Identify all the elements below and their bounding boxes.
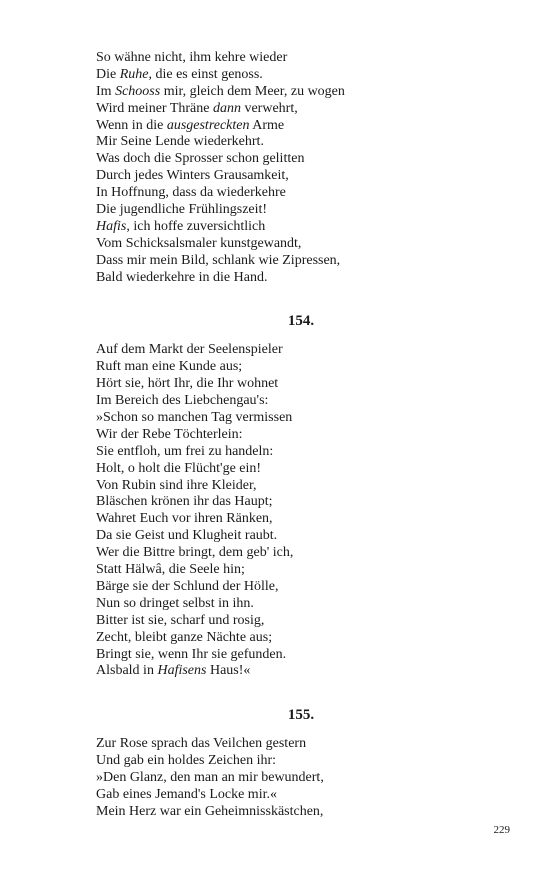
verse-line — [96, 236, 426, 253]
verse-line — [96, 613, 426, 630]
verse-text: Auf dem Markt der Seelenspieler — [96, 342, 283, 358]
verse-line — [96, 579, 426, 596]
italic-text: Schooss — [115, 83, 161, 99]
verse-text: Hört sie, hört Ihr, die Ihr wohnet — [96, 376, 279, 392]
page-body — [96, 50, 426, 821]
verse-text: »Schon so manchen Tag vermissen — [96, 410, 293, 426]
poem-number-154: 154. — [287, 313, 315, 330]
verse-text: Was doch die Sprosser schon gelitten — [96, 151, 305, 167]
verse-text: Wahret Euch vor ihren Ränken, — [96, 511, 273, 527]
page-number: 229 — [493, 824, 510, 836]
verse-text: Dass mir mein Bild, schlank wie Zipressen, — [96, 252, 341, 268]
verse-text: Durch jedes Winters Grausamkeit, — [96, 168, 289, 184]
verse-text: Von Rubin sind ihre Kleider, — [96, 477, 257, 493]
italic-text: dann — [212, 100, 241, 116]
verse-text: »Den Glanz, den man an mir bewundert, — [96, 770, 324, 786]
verse-line — [96, 770, 426, 787]
verse-text: Sie entfloh, um frei zu handeln: — [96, 443, 274, 459]
verse-text: Statt Hälwâ, die Seele hin; — [96, 562, 245, 578]
verse-text: Haus!« — [206, 663, 251, 679]
verse-line — [96, 253, 426, 270]
verse-text: Im — [96, 83, 116, 99]
italic-text: Hafis — [96, 218, 127, 234]
verse-text: verwehrt, — [240, 100, 298, 116]
verse-line — [96, 151, 426, 168]
verse-line — [96, 393, 426, 410]
verse-line — [96, 804, 426, 821]
verse-line — [96, 134, 426, 151]
verse-text: , die es einst genoss. — [148, 66, 263, 82]
verse-text: Zur Rose sprach das Veilchen gestern — [96, 736, 307, 752]
verse-text: Zecht, bleibt ganze Nächte aus; — [96, 629, 273, 645]
verse-line — [96, 478, 426, 495]
verse-text: Im Bereich des Liebchengau's: — [96, 393, 269, 409]
verse-line — [96, 494, 426, 511]
verse-text: Bitter ist sie, scharf und rosig, — [96, 612, 265, 628]
italic-text: ausgestreckten — [166, 117, 250, 133]
verse-text: Arme — [249, 117, 285, 133]
verse-line — [96, 753, 426, 770]
verse-line — [96, 50, 426, 67]
verse-line — [96, 511, 426, 528]
verse-line — [96, 101, 426, 118]
poem-number-155: 155. — [287, 707, 315, 724]
verse-text: Bald wiederkehre in die Hand. — [96, 269, 268, 285]
verse-text: Die jugendliche Frühlingszeit! — [96, 202, 268, 218]
verse-line — [96, 630, 426, 647]
poem-153-continuation — [96, 50, 426, 286]
verse-line — [96, 444, 426, 461]
verse-text: Holt, o holt die Flücht'ge ein! — [96, 460, 262, 476]
verse-text: Mir Seine Lende wiederkehrt. — [96, 134, 264, 150]
verse-line — [96, 663, 426, 680]
verse-line — [96, 461, 426, 478]
verse-line — [96, 545, 426, 562]
verse-line — [96, 427, 426, 444]
verse-text: In Hoffnung, dass da wiederkehre — [96, 185, 286, 201]
verse-text: , ich hoffe zuversichtlich — [126, 218, 266, 234]
verse-line — [96, 376, 426, 393]
verse-line — [96, 185, 426, 202]
verse-text: Und gab ein holdes Zeichen ihr: — [96, 753, 277, 769]
verse-text: Vom Schicksalsmaler kunstgewandt, — [96, 235, 302, 251]
verse-line — [96, 118, 426, 135]
verse-text: Mein Herz war ein Geheimnisskästchen, — [96, 803, 324, 819]
verse-line — [96, 359, 426, 376]
verse-line — [96, 528, 426, 545]
verse-line — [96, 84, 426, 101]
verse-line — [96, 736, 426, 753]
verse-text: Wird meiner Thräne — [96, 100, 213, 116]
verse-text: Wir der Rebe Töchterlein: — [96, 426, 243, 442]
verse-line — [96, 562, 426, 579]
verse-line — [96, 270, 426, 287]
verse-line — [96, 202, 426, 219]
verse-text: Nun so dringet selbst in ihn. — [96, 595, 254, 611]
verse-line — [96, 596, 426, 613]
verse-line — [96, 647, 426, 664]
verse-text: Bärge sie der Schlund der Hölle, — [96, 578, 279, 594]
verse-line — [96, 342, 426, 359]
verse-line — [96, 787, 426, 804]
verse-text: Gab eines Jemand's Locke mir.« — [96, 786, 277, 802]
verse-text: Wer die Bittre bringt, dem geb' ich, — [96, 545, 294, 561]
verse-text: Da sie Geist und Klugheit raubt. — [96, 528, 278, 544]
italic-text: Hafisens — [157, 663, 207, 679]
verse-text: mir, gleich dem Meer, zu wogen — [160, 83, 345, 99]
verse-text: Bringt sie, wenn Ihr sie gefunden. — [96, 646, 287, 662]
verse-text: Ruft man eine Kunde aus; — [96, 359, 243, 375]
verse-line — [96, 168, 426, 185]
poem-154-text — [96, 342, 426, 680]
verse-line — [96, 67, 426, 84]
verse-text: Wenn in die — [96, 117, 167, 133]
verse-text: Die — [96, 66, 120, 82]
verse-text: Alsbald in — [96, 663, 158, 679]
verse-line — [96, 410, 426, 427]
verse-text: So wähne nicht, ihm kehre wieder — [96, 50, 288, 65]
poem-155-text — [96, 736, 426, 820]
italic-text: Ruhe — [119, 66, 149, 82]
verse-line — [96, 219, 426, 236]
verse-text: Bläschen krönen ihr das Haupt; — [96, 494, 273, 510]
